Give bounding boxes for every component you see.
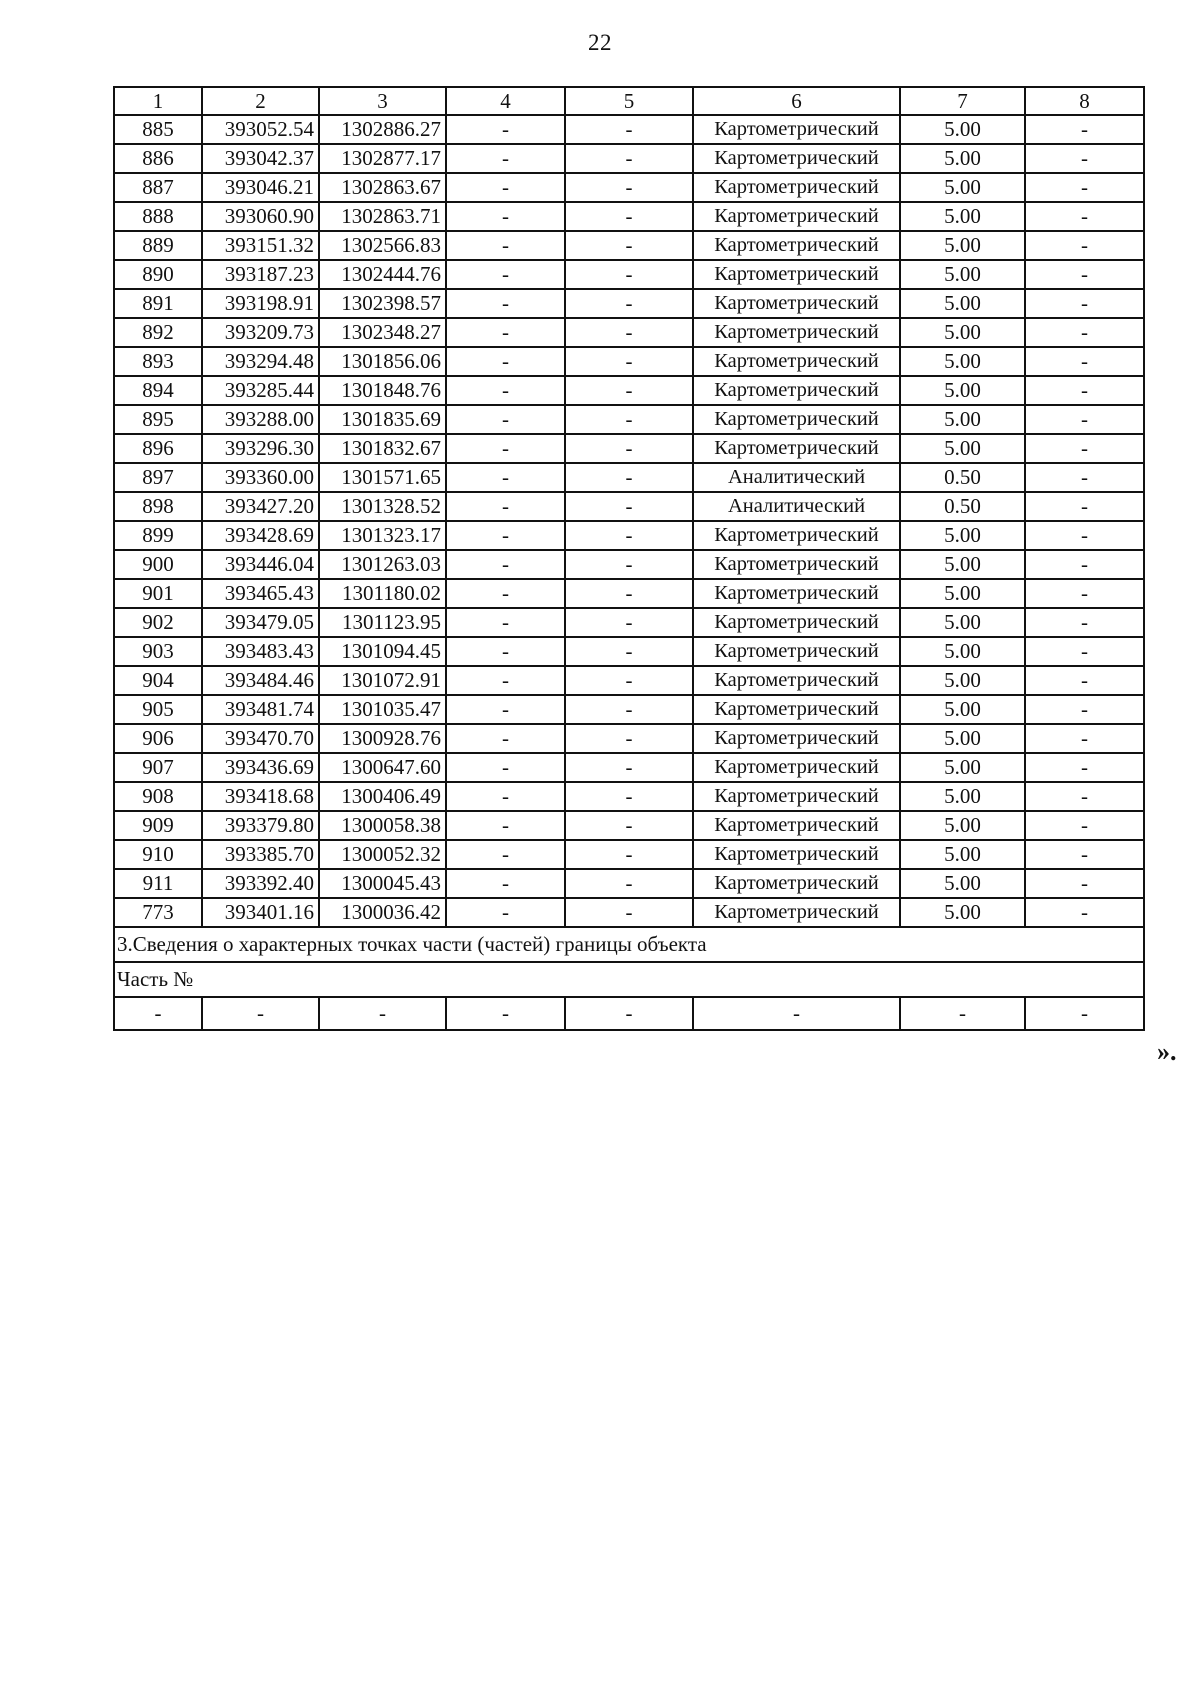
y-coordinate-cell: 1301835.69 xyxy=(319,405,446,434)
y-coordinate-cell: 1301123.95 xyxy=(319,608,446,637)
method-cell: Картометрический xyxy=(693,289,900,318)
point-number-cell: 905 xyxy=(114,695,202,724)
accuracy-cell: 5.00 xyxy=(900,289,1025,318)
table-row xyxy=(114,666,1144,695)
y-coordinate-cell: 1300052.32 xyxy=(319,840,446,869)
column-5-cell: - xyxy=(565,637,693,666)
column-8-cell: - xyxy=(1025,695,1144,724)
column-4-cell: - xyxy=(446,782,565,811)
point-number-cell: 911 xyxy=(114,869,202,898)
column-5-cell: - xyxy=(565,898,693,927)
column-5-cell: - xyxy=(565,144,693,173)
y-coordinate-cell: 1301328.52 xyxy=(319,492,446,521)
accuracy-cell: 5.00 xyxy=(900,144,1025,173)
y-coordinate-cell: 1301571.65 xyxy=(319,463,446,492)
y-coordinate-cell: 1301180.02 xyxy=(319,579,446,608)
column-8-cell: - xyxy=(1025,376,1144,405)
column-5-cell: - xyxy=(565,869,693,898)
method-cell: Картометрический xyxy=(693,376,900,405)
y-coordinate-cell: 1301323.17 xyxy=(319,521,446,550)
column-4-cell: - xyxy=(446,463,565,492)
accuracy-cell: 5.00 xyxy=(900,724,1025,753)
column-4-cell: - xyxy=(446,434,565,463)
column-header: 3 xyxy=(319,87,446,115)
accuracy-cell: 5.00 xyxy=(900,231,1025,260)
y-coordinate-cell: 1300928.76 xyxy=(319,724,446,753)
column-5-cell: - xyxy=(565,115,693,144)
table-row xyxy=(114,492,1144,521)
table-row xyxy=(114,376,1144,405)
part-label: Часть № xyxy=(114,962,1144,997)
table-row xyxy=(114,840,1144,869)
part-dash-cell: - xyxy=(202,997,319,1030)
point-number-cell: 893 xyxy=(114,347,202,376)
column-5-cell: - xyxy=(565,202,693,231)
y-coordinate-cell: 1301035.47 xyxy=(319,695,446,724)
x-coordinate-cell: 393479.05 xyxy=(202,608,319,637)
coordinates-table-wrapper xyxy=(113,86,1143,1031)
column-8-cell: - xyxy=(1025,260,1144,289)
column-5-cell: - xyxy=(565,376,693,405)
x-coordinate-cell: 393465.43 xyxy=(202,579,319,608)
x-coordinate-cell: 393484.46 xyxy=(202,666,319,695)
column-header: 6 xyxy=(693,87,900,115)
section-title-row xyxy=(114,927,1144,962)
column-4-cell: - xyxy=(446,144,565,173)
column-4-cell: - xyxy=(446,260,565,289)
point-number-cell: 891 xyxy=(114,289,202,318)
column-5-cell: - xyxy=(565,724,693,753)
column-8-cell: - xyxy=(1025,492,1144,521)
column-8-cell: - xyxy=(1025,840,1144,869)
x-coordinate-cell: 393285.44 xyxy=(202,376,319,405)
column-4-cell: - xyxy=(446,173,565,202)
method-cell: Картометрический xyxy=(693,869,900,898)
accuracy-cell: 5.00 xyxy=(900,811,1025,840)
column-8-cell: - xyxy=(1025,898,1144,927)
table-row xyxy=(114,608,1144,637)
part-label-row xyxy=(114,962,1144,997)
method-cell: Картометрический xyxy=(693,811,900,840)
x-coordinate-cell: 393046.21 xyxy=(202,173,319,202)
part-dash-cell: - xyxy=(693,997,900,1030)
table-row xyxy=(114,521,1144,550)
point-number-cell: 908 xyxy=(114,782,202,811)
table-row xyxy=(114,869,1144,898)
column-8-cell: - xyxy=(1025,434,1144,463)
x-coordinate-cell: 393483.43 xyxy=(202,637,319,666)
y-coordinate-cell: 1302444.76 xyxy=(319,260,446,289)
x-coordinate-cell: 393296.30 xyxy=(202,434,319,463)
point-number-cell: 904 xyxy=(114,666,202,695)
part-dash-row xyxy=(114,997,1144,1030)
column-header: 7 xyxy=(900,87,1025,115)
column-8-cell: - xyxy=(1025,144,1144,173)
column-5-cell: - xyxy=(565,231,693,260)
accuracy-cell: 5.00 xyxy=(900,579,1025,608)
method-cell: Картометрический xyxy=(693,695,900,724)
accuracy-cell: 5.00 xyxy=(900,260,1025,289)
x-coordinate-cell: 393427.20 xyxy=(202,492,319,521)
coordinates-table xyxy=(113,86,1145,1031)
accuracy-cell: 5.00 xyxy=(900,405,1025,434)
method-cell: Картометрический xyxy=(693,318,900,347)
column-4-cell: - xyxy=(446,318,565,347)
column-4-cell: - xyxy=(446,637,565,666)
column-4-cell: - xyxy=(446,289,565,318)
table-row xyxy=(114,898,1144,927)
column-5-cell: - xyxy=(565,405,693,434)
point-number-cell: 898 xyxy=(114,492,202,521)
method-cell: Картометрический xyxy=(693,434,900,463)
y-coordinate-cell: 1301832.67 xyxy=(319,434,446,463)
table-row xyxy=(114,753,1144,782)
column-8-cell: - xyxy=(1025,579,1144,608)
column-8-cell: - xyxy=(1025,521,1144,550)
header-row xyxy=(114,87,1144,115)
table-row xyxy=(114,724,1144,753)
point-number-cell: 887 xyxy=(114,173,202,202)
column-5-cell: - xyxy=(565,811,693,840)
accuracy-cell: 5.00 xyxy=(900,434,1025,463)
table-row xyxy=(114,695,1144,724)
column-4-cell: - xyxy=(446,347,565,376)
accuracy-cell: 0.50 xyxy=(900,463,1025,492)
column-4-cell: - xyxy=(446,811,565,840)
part-dash-cell: - xyxy=(565,997,693,1030)
accuracy-cell: 0.50 xyxy=(900,492,1025,521)
column-header: 4 xyxy=(446,87,565,115)
column-8-cell: - xyxy=(1025,724,1144,753)
column-4-cell: - xyxy=(446,869,565,898)
x-coordinate-cell: 393481.74 xyxy=(202,695,319,724)
column-5-cell: - xyxy=(565,260,693,289)
method-cell: Картометрический xyxy=(693,405,900,434)
method-cell: Картометрический xyxy=(693,724,900,753)
point-number-cell: 889 xyxy=(114,231,202,260)
method-cell: Картометрический xyxy=(693,202,900,231)
method-cell: Картометрический xyxy=(693,550,900,579)
column-4-cell: - xyxy=(446,579,565,608)
column-4-cell: - xyxy=(446,753,565,782)
accuracy-cell: 5.00 xyxy=(900,666,1025,695)
x-coordinate-cell: 393470.70 xyxy=(202,724,319,753)
column-header: 2 xyxy=(202,87,319,115)
column-8-cell: - xyxy=(1025,318,1144,347)
method-cell: Картометрический xyxy=(693,521,900,550)
method-cell: Картометрический xyxy=(693,579,900,608)
column-5-cell: - xyxy=(565,289,693,318)
x-coordinate-cell: 393360.00 xyxy=(202,463,319,492)
accuracy-cell: 5.00 xyxy=(900,347,1025,376)
column-4-cell: - xyxy=(446,231,565,260)
x-coordinate-cell: 393392.40 xyxy=(202,869,319,898)
part-dash-cell: - xyxy=(446,997,565,1030)
method-cell: Картометрический xyxy=(693,260,900,289)
part-dash-cell: - xyxy=(900,997,1025,1030)
column-5-cell: - xyxy=(565,608,693,637)
column-4-cell: - xyxy=(446,376,565,405)
column-4-cell: - xyxy=(446,898,565,927)
x-coordinate-cell: 393187.23 xyxy=(202,260,319,289)
column-5-cell: - xyxy=(565,666,693,695)
point-number-cell: 894 xyxy=(114,376,202,405)
accuracy-cell: 5.00 xyxy=(900,608,1025,637)
x-coordinate-cell: 393060.90 xyxy=(202,202,319,231)
x-coordinate-cell: 393401.16 xyxy=(202,898,319,927)
column-8-cell: - xyxy=(1025,782,1144,811)
point-number-cell: 900 xyxy=(114,550,202,579)
accuracy-cell: 5.00 xyxy=(900,550,1025,579)
column-5-cell: - xyxy=(565,347,693,376)
table-row xyxy=(114,405,1144,434)
x-coordinate-cell: 393379.80 xyxy=(202,811,319,840)
x-coordinate-cell: 393209.73 xyxy=(202,318,319,347)
table-row xyxy=(114,231,1144,260)
table-row xyxy=(114,811,1144,840)
column-8-cell: - xyxy=(1025,869,1144,898)
column-4-cell: - xyxy=(446,666,565,695)
y-coordinate-cell: 1300036.42 xyxy=(319,898,446,927)
method-cell: Картометрический xyxy=(693,231,900,260)
method-cell: Картометрический xyxy=(693,608,900,637)
column-5-cell: - xyxy=(565,173,693,202)
point-number-cell: 892 xyxy=(114,318,202,347)
part-dash-cell: - xyxy=(319,997,446,1030)
table-body xyxy=(114,87,1144,1030)
column-8-cell: - xyxy=(1025,666,1144,695)
table-row xyxy=(114,260,1144,289)
point-number-cell: 896 xyxy=(114,434,202,463)
method-cell: Картометрический xyxy=(693,666,900,695)
accuracy-cell: 5.00 xyxy=(900,782,1025,811)
column-8-cell: - xyxy=(1025,753,1144,782)
column-5-cell: - xyxy=(565,753,693,782)
column-8-cell: - xyxy=(1025,550,1144,579)
section-title: 3.Сведения о характерных точках части (частей) границы объекта xyxy=(114,927,1144,962)
method-cell: Картометрический xyxy=(693,753,900,782)
y-coordinate-cell: 1301094.45 xyxy=(319,637,446,666)
y-coordinate-cell: 1302863.67 xyxy=(319,173,446,202)
column-header: 8 xyxy=(1025,87,1144,115)
column-5-cell: - xyxy=(565,550,693,579)
column-5-cell: - xyxy=(565,579,693,608)
y-coordinate-cell: 1301263.03 xyxy=(319,550,446,579)
y-coordinate-cell: 1301072.91 xyxy=(319,666,446,695)
y-coordinate-cell: 1302398.57 xyxy=(319,289,446,318)
x-coordinate-cell: 393052.54 xyxy=(202,115,319,144)
column-5-cell: - xyxy=(565,782,693,811)
y-coordinate-cell: 1302348.27 xyxy=(319,318,446,347)
y-coordinate-cell: 1302566.83 xyxy=(319,231,446,260)
table-row xyxy=(114,202,1144,231)
method-cell: Картометрический xyxy=(693,347,900,376)
column-8-cell: - xyxy=(1025,405,1144,434)
accuracy-cell: 5.00 xyxy=(900,753,1025,782)
column-4-cell: - xyxy=(446,840,565,869)
accuracy-cell: 5.00 xyxy=(900,898,1025,927)
method-cell: Картометрический xyxy=(693,637,900,666)
y-coordinate-cell: 1302886.27 xyxy=(319,115,446,144)
column-5-cell: - xyxy=(565,840,693,869)
part-dash-cell: - xyxy=(114,997,202,1030)
column-4-cell: - xyxy=(446,405,565,434)
column-8-cell: - xyxy=(1025,608,1144,637)
y-coordinate-cell: 1300045.43 xyxy=(319,869,446,898)
point-number-cell: 910 xyxy=(114,840,202,869)
point-number-cell: 909 xyxy=(114,811,202,840)
method-cell: Картометрический xyxy=(693,840,900,869)
method-cell: Картометрический xyxy=(693,115,900,144)
x-coordinate-cell: 393428.69 xyxy=(202,521,319,550)
column-8-cell: - xyxy=(1025,637,1144,666)
accuracy-cell: 5.00 xyxy=(900,173,1025,202)
y-coordinate-cell: 1300406.49 xyxy=(319,782,446,811)
page-number: 22 xyxy=(588,30,612,55)
method-cell: Картометрический xyxy=(693,782,900,811)
y-coordinate-cell: 1300058.38 xyxy=(319,811,446,840)
column-8-cell: - xyxy=(1025,463,1144,492)
table-row xyxy=(114,579,1144,608)
column-4-cell: - xyxy=(446,550,565,579)
column-4-cell: - xyxy=(446,492,565,521)
column-header: 5 xyxy=(565,87,693,115)
column-8-cell: - xyxy=(1025,231,1144,260)
table-row xyxy=(114,144,1144,173)
table-row xyxy=(114,463,1144,492)
table-row xyxy=(114,173,1144,202)
x-coordinate-cell: 393198.91 xyxy=(202,289,319,318)
point-number-cell: 902 xyxy=(114,608,202,637)
point-number-cell: 906 xyxy=(114,724,202,753)
column-5-cell: - xyxy=(565,695,693,724)
point-number-cell: 903 xyxy=(114,637,202,666)
accuracy-cell: 5.00 xyxy=(900,376,1025,405)
point-number-cell: 886 xyxy=(114,144,202,173)
y-coordinate-cell: 1300647.60 xyxy=(319,753,446,782)
point-number-cell: 890 xyxy=(114,260,202,289)
accuracy-cell: 5.00 xyxy=(900,202,1025,231)
column-5-cell: - xyxy=(565,434,693,463)
column-8-cell: - xyxy=(1025,347,1144,376)
x-coordinate-cell: 393288.00 xyxy=(202,405,319,434)
accuracy-cell: 5.00 xyxy=(900,840,1025,869)
column-header: 1 xyxy=(114,87,202,115)
point-number-cell: 907 xyxy=(114,753,202,782)
column-4-cell: - xyxy=(446,202,565,231)
point-number-cell: 901 xyxy=(114,579,202,608)
y-coordinate-cell: 1302877.17 xyxy=(319,144,446,173)
x-coordinate-cell: 393418.68 xyxy=(202,782,319,811)
accuracy-cell: 5.00 xyxy=(900,869,1025,898)
column-5-cell: - xyxy=(565,318,693,347)
point-number-cell: 895 xyxy=(114,405,202,434)
column-8-cell: - xyxy=(1025,289,1144,318)
accuracy-cell: 5.00 xyxy=(900,637,1025,666)
point-number-cell: 888 xyxy=(114,202,202,231)
x-coordinate-cell: 393446.04 xyxy=(202,550,319,579)
table-row xyxy=(114,550,1144,579)
method-cell: Картометрический xyxy=(693,898,900,927)
closing-quote: ». xyxy=(1157,1037,1177,1066)
method-cell: Аналитический xyxy=(693,492,900,521)
table-row xyxy=(114,347,1144,376)
method-cell: Аналитический xyxy=(693,463,900,492)
column-4-cell: - xyxy=(446,695,565,724)
point-number-cell: 899 xyxy=(114,521,202,550)
accuracy-cell: 5.00 xyxy=(900,695,1025,724)
point-number-cell: 885 xyxy=(114,115,202,144)
y-coordinate-cell: 1301848.76 xyxy=(319,376,446,405)
x-coordinate-cell: 393436.69 xyxy=(202,753,319,782)
part-dash-cell: - xyxy=(1025,997,1144,1030)
method-cell: Картометрический xyxy=(693,173,900,202)
column-4-cell: - xyxy=(446,608,565,637)
table-row xyxy=(114,782,1144,811)
y-coordinate-cell: 1302863.71 xyxy=(319,202,446,231)
x-coordinate-cell: 393294.48 xyxy=(202,347,319,376)
x-coordinate-cell: 393151.32 xyxy=(202,231,319,260)
column-4-cell: - xyxy=(446,521,565,550)
table-row xyxy=(114,637,1144,666)
point-number-cell: 773 xyxy=(114,898,202,927)
table-row xyxy=(114,115,1144,144)
y-coordinate-cell: 1301856.06 xyxy=(319,347,446,376)
table-row xyxy=(114,318,1144,347)
method-cell: Картометрический xyxy=(693,144,900,173)
x-coordinate-cell: 393385.70 xyxy=(202,840,319,869)
accuracy-cell: 5.00 xyxy=(900,115,1025,144)
x-coordinate-cell: 393042.37 xyxy=(202,144,319,173)
column-8-cell: - xyxy=(1025,173,1144,202)
accuracy-cell: 5.00 xyxy=(900,318,1025,347)
column-5-cell: - xyxy=(565,521,693,550)
point-number-cell: 897 xyxy=(114,463,202,492)
column-4-cell: - xyxy=(446,115,565,144)
column-5-cell: - xyxy=(565,463,693,492)
column-8-cell: - xyxy=(1025,202,1144,231)
column-4-cell: - xyxy=(446,724,565,753)
table-row xyxy=(114,434,1144,463)
column-5-cell: - xyxy=(565,492,693,521)
accuracy-cell: 5.00 xyxy=(900,521,1025,550)
table-row xyxy=(114,289,1144,318)
column-8-cell: - xyxy=(1025,115,1144,144)
column-8-cell: - xyxy=(1025,811,1144,840)
